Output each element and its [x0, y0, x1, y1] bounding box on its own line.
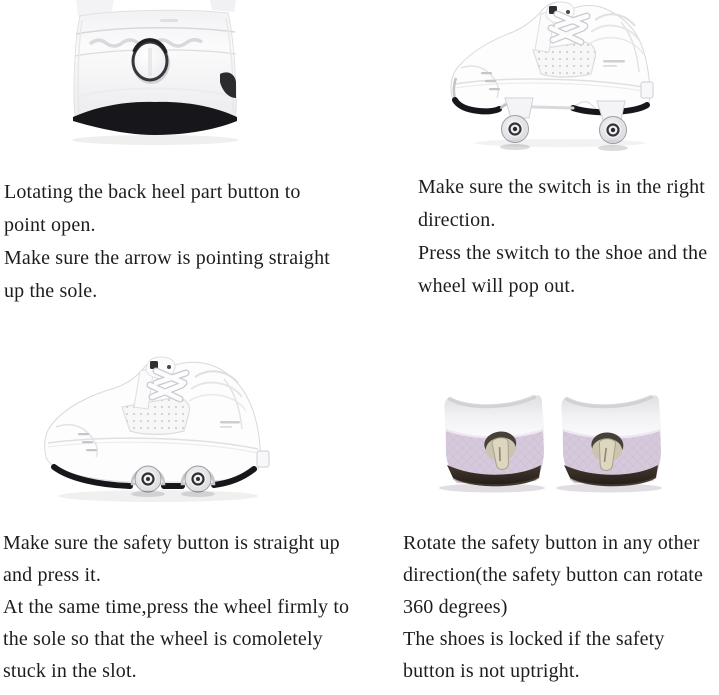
ground-shadow [72, 135, 238, 145]
heel-tab [257, 451, 269, 467]
front-wheel [502, 116, 529, 143]
ground-shadow [475, 139, 645, 151]
instruction-line: the sole so that the wheel is comoletely [3, 628, 323, 650]
heel-button-photo [60, 0, 250, 152]
instruction-line: direction. [418, 209, 496, 231]
instruction-line: Press the switch to the shoe and the [418, 242, 708, 264]
instruction-line: stuck in the slot. [3, 660, 137, 682]
instruction-line: Make sure the arrow is pointing straight [4, 247, 330, 269]
rear-wheel [185, 466, 211, 492]
instruction-line: button is not uptright. [403, 660, 580, 682]
heel-tab [641, 82, 653, 98]
rear-wheel [600, 117, 627, 144]
instruction-step3 [3, 527, 349, 687]
release-button [132, 40, 170, 84]
instruction-step2 [418, 171, 707, 303]
safety-buttons-photo [435, 385, 665, 495]
instruction-line: direction(the safety button can rotate [403, 564, 704, 586]
instruction-step4 [403, 527, 703, 687]
instruction-line: 360 degrees) [403, 596, 508, 618]
instruction-line: At the same time,press the wheel firmly to [3, 596, 350, 618]
ground-shadow [58, 490, 258, 502]
instruction-line: and press it. [3, 564, 102, 586]
instruction-line: Make sure the safety button is straight up [3, 532, 340, 554]
instruction-line: point open. [4, 214, 96, 236]
front-wheel [135, 466, 161, 492]
instruction-line: The shoes is locked if the safety [403, 628, 665, 650]
instruction-line: wheel will pop out. [418, 275, 576, 297]
instruction-line: Lotating the back heel part button to [4, 181, 301, 203]
instruction-line: Make sure the switch is in the right [418, 176, 706, 198]
instruction-line: up the sole. [4, 280, 98, 302]
wheels-out-photo [445, 0, 660, 155]
instruction-step1 [4, 176, 330, 308]
wheels-pressed-photo [40, 355, 275, 505]
instruction-line: Rotate the safety button in any other [403, 532, 700, 554]
